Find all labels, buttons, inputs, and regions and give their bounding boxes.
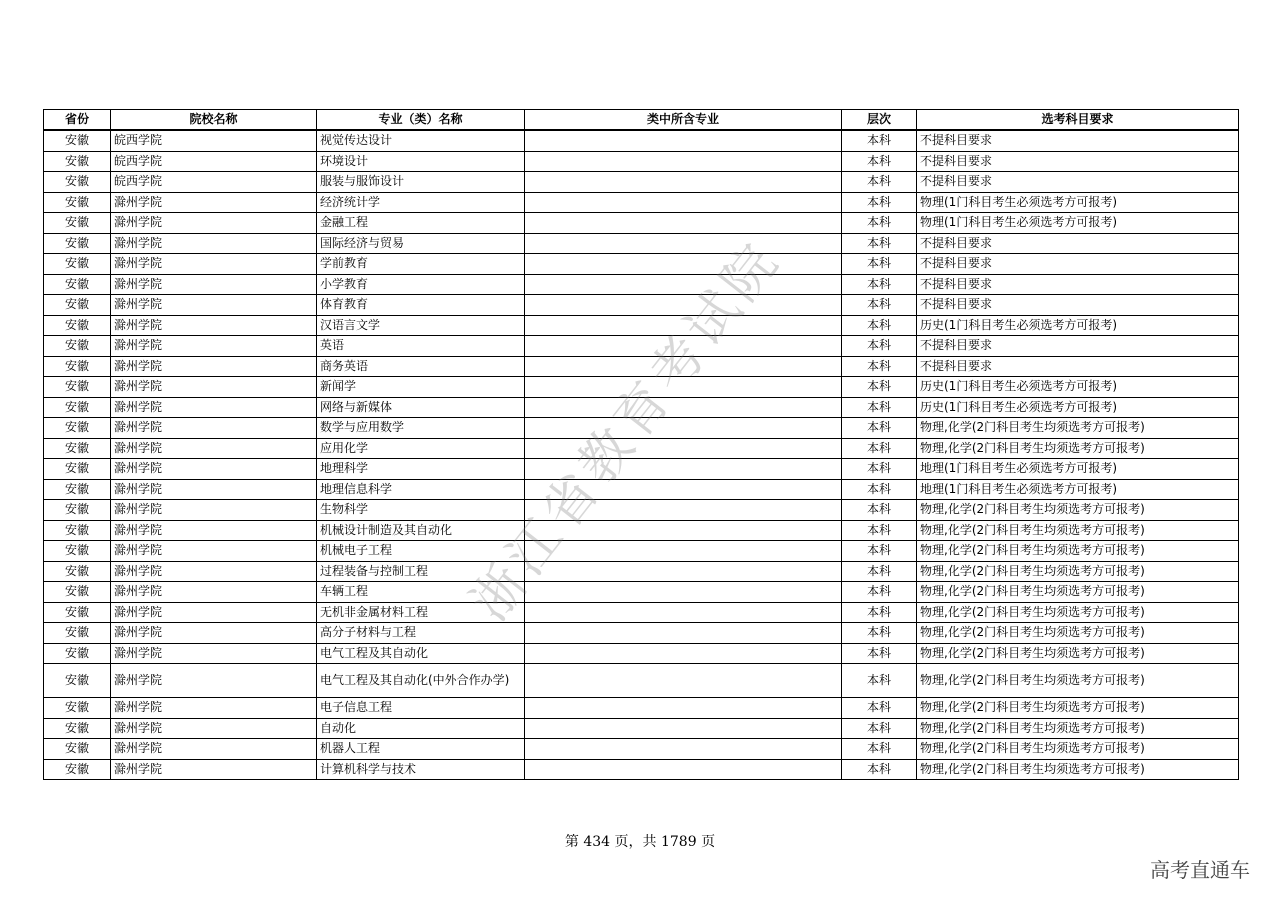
cell-subject-requirement: 物理,化学(2门科目考生均须选考方可报考) [917, 664, 1239, 698]
cell-subject-requirement: 地理(1门科目考生必须选考方可报考) [917, 479, 1239, 500]
cell-major-name: 服装与服饰设计 [317, 172, 525, 193]
cell-subject-requirement: 物理,化学(2门科目考生均须选考方可报考) [917, 759, 1239, 780]
cell-included-majors [525, 130, 842, 151]
cell-level: 本科 [842, 274, 917, 295]
cell-level: 本科 [842, 718, 917, 739]
cell-school-name: 滁州学院 [111, 520, 317, 541]
table-row [44, 377, 1239, 398]
cell-major-name: 电气工程及其自动化(中外合作办学) [317, 664, 525, 698]
cell-province: 安徽 [44, 233, 111, 254]
cell-included-majors [525, 643, 842, 664]
cell-included-majors [525, 274, 842, 295]
table-row [44, 438, 1239, 459]
cell-subject-requirement: 历史(1门科目考生必须选考方可报考) [917, 377, 1239, 398]
cell-major-name: 国际经济与贸易 [317, 233, 525, 254]
cell-level: 本科 [842, 520, 917, 541]
cell-level: 本科 [842, 500, 917, 521]
cell-school-name: 滁州学院 [111, 336, 317, 357]
cell-subject-requirement: 不提科目要求 [917, 295, 1239, 316]
table-row [44, 418, 1239, 439]
cell-included-majors [525, 759, 842, 780]
cell-included-majors [525, 295, 842, 316]
cell-major-name: 网络与新媒体 [317, 397, 525, 418]
cell-province: 安徽 [44, 254, 111, 275]
cell-included-majors [525, 718, 842, 739]
cell-province: 安徽 [44, 192, 111, 213]
page-footer: 第 434 页，共 1789 页 [564, 834, 716, 850]
table-row [44, 520, 1239, 541]
cell-school-name: 滁州学院 [111, 274, 317, 295]
table-row [44, 698, 1239, 719]
cell-school-name: 滁州学院 [111, 602, 317, 623]
cell-level: 本科 [842, 172, 917, 193]
cell-school-name: 滁州学院 [111, 739, 317, 760]
cell-included-majors [525, 459, 842, 480]
cell-subject-requirement: 物理,化学(2门科目考生均须选考方可报考) [917, 623, 1239, 644]
cell-province: 安徽 [44, 718, 111, 739]
cell-level: 本科 [842, 295, 917, 316]
table-row [44, 213, 1239, 234]
cell-level: 本科 [842, 213, 917, 234]
cell-major-name: 机器人工程 [317, 739, 525, 760]
cell-school-name: 滁州学院 [111, 418, 317, 439]
cell-included-majors [525, 500, 842, 521]
cell-major-name: 数学与应用数学 [317, 418, 525, 439]
table-row [44, 336, 1239, 357]
cell-subject-requirement: 物理,化学(2门科目考生均须选考方可报考) [917, 739, 1239, 760]
cell-school-name: 滁州学院 [111, 623, 317, 644]
header-province: 省份 [44, 110, 111, 131]
header-subject-requirement: 选考科目要求 [917, 110, 1239, 131]
table-row [44, 623, 1239, 644]
cell-province: 安徽 [44, 643, 111, 664]
cell-province: 安徽 [44, 356, 111, 377]
cell-province: 安徽 [44, 336, 111, 357]
cell-school-name: 滁州学院 [111, 315, 317, 336]
table-row [44, 582, 1239, 603]
cell-province: 安徽 [44, 130, 111, 151]
cell-major-name: 经济统计学 [317, 192, 525, 213]
cell-major-name: 车辆工程 [317, 582, 525, 603]
cell-major-name: 电子信息工程 [317, 698, 525, 719]
cell-level: 本科 [842, 643, 917, 664]
cell-province: 安徽 [44, 151, 111, 172]
cell-included-majors [525, 377, 842, 398]
cell-major-name: 视觉传达设计 [317, 130, 525, 151]
table-row [44, 561, 1239, 582]
cell-major-name: 小学教育 [317, 274, 525, 295]
cell-level: 本科 [842, 561, 917, 582]
table-row [44, 664, 1239, 698]
cell-province: 安徽 [44, 602, 111, 623]
header-major-name: 专业（类）名称 [317, 110, 525, 131]
cell-school-name: 滁州学院 [111, 192, 317, 213]
cell-level: 本科 [842, 336, 917, 357]
table-row [44, 397, 1239, 418]
cell-subject-requirement: 不提科目要求 [917, 172, 1239, 193]
cell-subject-requirement: 物理(1门科目考生必须选考方可报考) [917, 192, 1239, 213]
cell-subject-requirement: 物理,化学(2门科目考生均须选考方可报考) [917, 602, 1239, 623]
cell-province: 安徽 [44, 295, 111, 316]
cell-school-name: 滁州学院 [111, 356, 317, 377]
cell-included-majors [525, 520, 842, 541]
cell-level: 本科 [842, 479, 917, 500]
header-school-name: 院校名称 [111, 110, 317, 131]
table-row [44, 500, 1239, 521]
header-included-majors: 类中所含专业 [525, 110, 842, 131]
cell-subject-requirement: 不提科目要求 [917, 356, 1239, 377]
cell-included-majors [525, 233, 842, 254]
table-header-row [44, 110, 1239, 131]
cell-level: 本科 [842, 664, 917, 698]
header-level: 层次 [842, 110, 917, 131]
cell-major-name: 金融工程 [317, 213, 525, 234]
cell-major-name: 学前教育 [317, 254, 525, 275]
cell-level: 本科 [842, 602, 917, 623]
cell-included-majors [525, 418, 842, 439]
table-row [44, 541, 1239, 562]
cell-major-name: 生物科学 [317, 500, 525, 521]
cell-included-majors [525, 254, 842, 275]
brand-logo-text: 高考直通车 [1150, 858, 1250, 882]
cell-subject-requirement: 历史(1门科目考生必须选考方可报考) [917, 397, 1239, 418]
cell-school-name: 滁州学院 [111, 582, 317, 603]
cell-school-name: 滁州学院 [111, 295, 317, 316]
table-row [44, 643, 1239, 664]
cell-level: 本科 [842, 541, 917, 562]
cell-included-majors [525, 623, 842, 644]
cell-province: 安徽 [44, 315, 111, 336]
cell-province: 安徽 [44, 438, 111, 459]
cell-subject-requirement: 不提科目要求 [917, 336, 1239, 357]
cell-included-majors [525, 602, 842, 623]
cell-major-name: 英语 [317, 336, 525, 357]
cell-province: 安徽 [44, 213, 111, 234]
cell-included-majors [525, 479, 842, 500]
cell-school-name: 滁州学院 [111, 718, 317, 739]
table-body [44, 130, 1239, 780]
cell-included-majors [525, 356, 842, 377]
cell-province: 安徽 [44, 561, 111, 582]
table-row [44, 192, 1239, 213]
cell-included-majors [525, 172, 842, 193]
cell-level: 本科 [842, 582, 917, 603]
cell-school-name: 滁州学院 [111, 254, 317, 275]
cell-province: 安徽 [44, 520, 111, 541]
cell-subject-requirement: 地理(1门科目考生必须选考方可报考) [917, 459, 1239, 480]
cell-major-name: 地理信息科学 [317, 479, 525, 500]
cell-level: 本科 [842, 739, 917, 760]
cell-province: 安徽 [44, 397, 111, 418]
cell-province: 安徽 [44, 172, 111, 193]
cell-subject-requirement: 不提科目要求 [917, 254, 1239, 275]
cell-school-name: 滁州学院 [111, 698, 317, 719]
cell-subject-requirement: 物理,化学(2门科目考生均须选考方可报考) [917, 418, 1239, 439]
cell-province: 安徽 [44, 479, 111, 500]
cell-included-majors [525, 192, 842, 213]
cell-level: 本科 [842, 438, 917, 459]
cell-province: 安徽 [44, 377, 111, 398]
cell-province: 安徽 [44, 623, 111, 644]
cell-subject-requirement: 物理,化学(2门科目考生均须选考方可报考) [917, 718, 1239, 739]
cell-school-name: 滁州学院 [111, 541, 317, 562]
table-row [44, 130, 1239, 151]
cell-major-name: 高分子材料与工程 [317, 623, 525, 644]
cell-major-name: 过程装备与控制工程 [317, 561, 525, 582]
cell-level: 本科 [842, 759, 917, 780]
cell-subject-requirement: 不提科目要求 [917, 151, 1239, 172]
table-row [44, 459, 1239, 480]
cell-subject-requirement: 物理,化学(2门科目考生均须选考方可报考) [917, 500, 1239, 521]
cell-major-name: 机械电子工程 [317, 541, 525, 562]
cell-major-name: 无机非金属材料工程 [317, 602, 525, 623]
cell-level: 本科 [842, 151, 917, 172]
cell-school-name: 滁州学院 [111, 233, 317, 254]
cell-major-name: 商务英语 [317, 356, 525, 377]
cell-included-majors [525, 739, 842, 760]
cell-school-name: 皖西学院 [111, 151, 317, 172]
cell-level: 本科 [842, 192, 917, 213]
table-row [44, 295, 1239, 316]
cell-level: 本科 [842, 623, 917, 644]
cell-province: 安徽 [44, 274, 111, 295]
cell-subject-requirement: 不提科目要求 [917, 233, 1239, 254]
cell-province: 安徽 [44, 541, 111, 562]
cell-school-name: 滁州学院 [111, 479, 317, 500]
cell-school-name: 滁州学院 [111, 377, 317, 398]
cell-included-majors [525, 213, 842, 234]
table-row [44, 739, 1239, 760]
table-row [44, 151, 1239, 172]
cell-level: 本科 [842, 698, 917, 719]
table-row [44, 759, 1239, 780]
cell-subject-requirement: 历史(1门科目考生必须选考方可报考) [917, 315, 1239, 336]
table-row [44, 254, 1239, 275]
cell-major-name: 机械设计制造及其自动化 [317, 520, 525, 541]
cell-major-name: 应用化学 [317, 438, 525, 459]
cell-school-name: 滁州学院 [111, 664, 317, 698]
table-row [44, 718, 1239, 739]
cell-major-name: 自动化 [317, 718, 525, 739]
cell-level: 本科 [842, 254, 917, 275]
cell-included-majors [525, 561, 842, 582]
cell-subject-requirement: 不提科目要求 [917, 130, 1239, 151]
cell-subject-requirement: 物理(1门科目考生必须选考方可报考) [917, 213, 1239, 234]
cell-school-name: 皖西学院 [111, 130, 317, 151]
cell-subject-requirement: 物理,化学(2门科目考生均须选考方可报考) [917, 643, 1239, 664]
cell-province: 安徽 [44, 759, 111, 780]
cell-school-name: 滁州学院 [111, 500, 317, 521]
table-row [44, 315, 1239, 336]
cell-school-name: 滁州学院 [111, 759, 317, 780]
cell-subject-requirement: 物理,化学(2门科目考生均须选考方可报考) [917, 438, 1239, 459]
cell-school-name: 滁州学院 [111, 643, 317, 664]
table-row [44, 274, 1239, 295]
cell-included-majors [525, 698, 842, 719]
cell-subject-requirement: 物理,化学(2门科目考生均须选考方可报考) [917, 698, 1239, 719]
cell-included-majors [525, 438, 842, 459]
table-row [44, 479, 1239, 500]
cell-major-name: 汉语言文学 [317, 315, 525, 336]
cell-level: 本科 [842, 233, 917, 254]
cell-level: 本科 [842, 418, 917, 439]
cell-school-name: 滁州学院 [111, 397, 317, 418]
cell-major-name: 体育教育 [317, 295, 525, 316]
table-row [44, 233, 1239, 254]
cell-included-majors [525, 315, 842, 336]
cell-major-name: 地理科学 [317, 459, 525, 480]
cell-school-name: 皖西学院 [111, 172, 317, 193]
cell-province: 安徽 [44, 459, 111, 480]
cell-included-majors [525, 397, 842, 418]
cell-major-name: 电气工程及其自动化 [317, 643, 525, 664]
cell-included-majors [525, 541, 842, 562]
cell-province: 安徽 [44, 698, 111, 719]
cell-major-name: 新闻学 [317, 377, 525, 398]
cell-included-majors [525, 582, 842, 603]
table-row [44, 356, 1239, 377]
cell-subject-requirement: 物理,化学(2门科目考生均须选考方可报考) [917, 541, 1239, 562]
cell-school-name: 滁州学院 [111, 561, 317, 582]
cell-subject-requirement: 物理,化学(2门科目考生均须选考方可报考) [917, 582, 1239, 603]
cell-level: 本科 [842, 397, 917, 418]
cell-level: 本科 [842, 377, 917, 398]
cell-province: 安徽 [44, 418, 111, 439]
cell-province: 安徽 [44, 582, 111, 603]
cell-included-majors [525, 664, 842, 698]
cell-included-majors [525, 336, 842, 357]
subject-requirements-table [43, 109, 1239, 780]
cell-subject-requirement: 物理,化学(2门科目考生均须选考方可报考) [917, 561, 1239, 582]
watermark: 浙江省教育考试院 [459, 229, 793, 633]
cell-included-majors [525, 151, 842, 172]
cell-province: 安徽 [44, 739, 111, 760]
cell-subject-requirement: 不提科目要求 [917, 274, 1239, 295]
cell-level: 本科 [842, 356, 917, 377]
cell-level: 本科 [842, 459, 917, 480]
cell-level: 本科 [842, 315, 917, 336]
cell-school-name: 滁州学院 [111, 213, 317, 234]
table-row [44, 172, 1239, 193]
cell-province: 安徽 [44, 664, 111, 698]
cell-subject-requirement: 物理,化学(2门科目考生均须选考方可报考) [917, 520, 1239, 541]
cell-school-name: 滁州学院 [111, 459, 317, 480]
cell-school-name: 滁州学院 [111, 438, 317, 459]
cell-major-name: 环境设计 [317, 151, 525, 172]
table-row [44, 602, 1239, 623]
cell-level: 本科 [842, 130, 917, 151]
cell-province: 安徽 [44, 500, 111, 521]
cell-major-name: 计算机科学与技术 [317, 759, 525, 780]
